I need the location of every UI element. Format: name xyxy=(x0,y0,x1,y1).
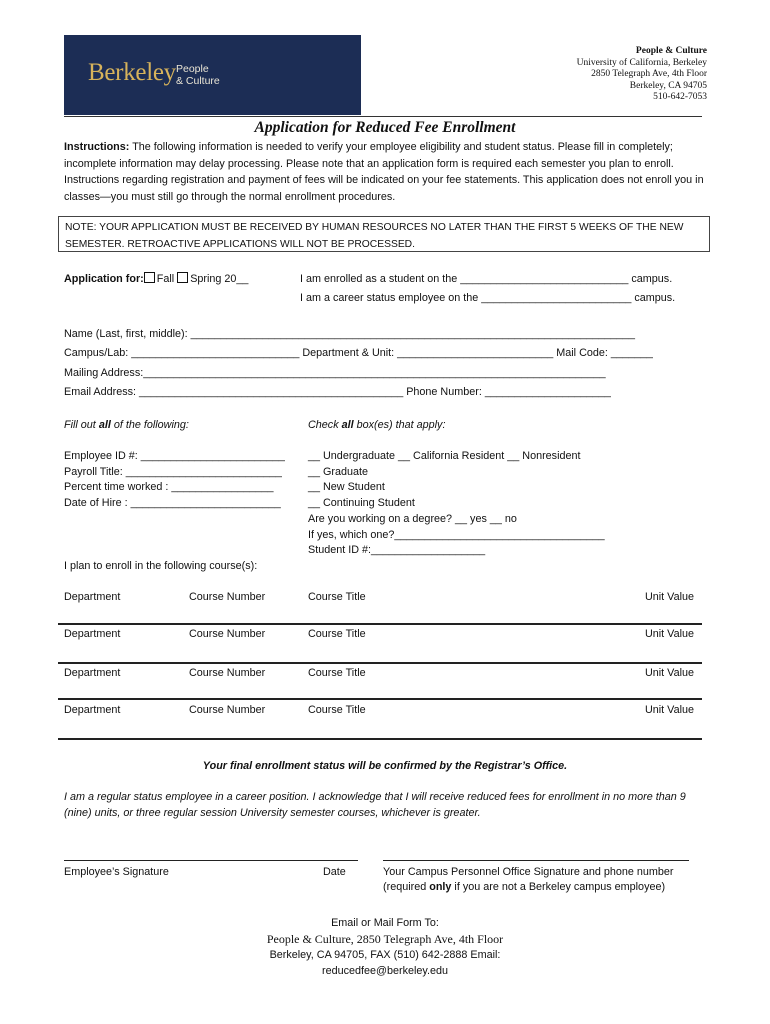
course-divider xyxy=(58,662,702,664)
instructions: Instructions: The following information is needed to verify your employee eligibility and student status. Please fill in completely; incomplete information may delay processing. Please note that an application form is required each semester you plan to enroll. Instructions regarding registration and payment of fees will be indicated on your fee statements. This application does not enroll you in classes—you must still go through the normal enrollment procedures. xyxy=(64,141,704,203)
logo-wordmark: Berkeley xyxy=(88,59,176,86)
personnel-signature-label: Your Campus Personnel Office Signature and phone number xyxy=(383,866,674,878)
graduate-option[interactable]: __ Graduate xyxy=(308,466,369,478)
footer xyxy=(0,915,770,979)
org-phone: 510-642-7053 xyxy=(653,92,707,103)
spring-checkbox[interactable] xyxy=(177,272,188,283)
student-id-field[interactable]: Student ID #:___________________ xyxy=(308,544,486,556)
employee-campus-field[interactable]: I am a career status employee on the _________________________ campus. xyxy=(300,292,676,304)
status-residency-options[interactable]: __ Undergraduate __ California Resident __ Nonresident xyxy=(308,450,581,462)
campus-department-field[interactable]: Campus/Lab: ____________________________ Department & Unit: __________________________ Mail Code: _______ xyxy=(64,347,653,359)
enrolled-campus-field[interactable]: I am enrolled as a student on the ____________________________ campus. xyxy=(300,273,673,285)
fill-out-heading: Fill out all of the following: xyxy=(64,419,189,431)
footer-email-link[interactable]: reducedfee@berkeley.edu xyxy=(321,965,448,977)
header-divider xyxy=(64,116,702,117)
personnel-signature-note: (required only if you are not a Berkeley campus employee) xyxy=(383,881,666,893)
date-label: Date xyxy=(323,866,346,878)
registrar-confirmation: Your final enrollment status will be confirmed by the Registrar’s Office. xyxy=(202,760,568,772)
course-row[interactable]: Department Course Number Course Title Unit Value xyxy=(64,667,694,679)
footer-address: People & Culture, 2850 Telegraph Ave, 4th Floor xyxy=(266,932,504,946)
continuing-student-option[interactable]: __ Continuing Student xyxy=(308,497,415,509)
course-divider xyxy=(58,698,702,700)
acknowledgement: I am a regular status employee in a career position. I acknowledge that I will receive reduced fees for enrollment in no more than 9 (nine) units, or three regular session University semester courses, whichever is greater. xyxy=(64,791,686,819)
employee-id-field[interactable]: Employee ID #: ________________________ xyxy=(64,450,285,462)
course-row[interactable]: Department Course Number Course Title Unit Value xyxy=(64,704,694,716)
course-row[interactable]: Department Course Number Course Title Unit Value xyxy=(64,628,694,640)
page-title: Application for Reduced Fee Enrollment xyxy=(254,119,516,136)
fall-checkbox[interactable] xyxy=(144,272,155,283)
application-for: Application for: Fall Spring 20__ xyxy=(64,273,249,285)
course-divider xyxy=(58,738,702,740)
mailing-address-field[interactable]: Mailing Address:_____________________________________________________________________________ xyxy=(64,367,606,379)
footer-fax: Berkeley, CA 94705, FAX (510) 642-2888 Email: xyxy=(269,949,501,961)
employee-signature-label: Employee’s Signature xyxy=(64,866,169,878)
org-address: People & Culture University of California, Berkeley 2850 Telegraph Ave, 4th Floor Berkeley, CA 94705 510-642-7053 xyxy=(467,46,707,104)
check-all-heading: Check all box(es) that apply: xyxy=(308,419,446,431)
date-of-hire-field[interactable]: Date of Hire : _________________________ xyxy=(64,497,281,509)
org-name: People & Culture xyxy=(635,46,707,56)
logo-banner xyxy=(64,35,361,115)
deadline-note: NOTE: YOUR APPLICATION MUST BE RECEIVED BY HUMAN RESOURCES NO LATER THAN THE FIRST 5 WEEKS OF THE NEW SEMESTER. RETROACTIVE APPLICATIONS WILL NOT BE PROCESSED. xyxy=(58,216,710,252)
percent-time-field[interactable]: Percent time worked : _________________ xyxy=(64,481,274,493)
new-student-option[interactable]: __ New Student xyxy=(308,481,385,493)
personnel-signature-line[interactable] xyxy=(383,860,689,861)
employee-signature-line[interactable] xyxy=(64,860,358,861)
footer-heading: Email or Mail Form To: xyxy=(331,917,439,929)
email-phone-field[interactable]: Email Address: ____________________________________________ Phone Number: _____________________ xyxy=(64,386,611,398)
degree-name-field[interactable]: If yes, which one?___________________________________ xyxy=(308,529,605,541)
degree-question[interactable]: Are you working on a degree? __ yes __ no xyxy=(308,513,517,525)
payroll-title-field[interactable]: Payroll Title: __________________________ xyxy=(64,466,282,478)
course-divider xyxy=(58,623,702,625)
courses-intro: I plan to enroll in the following course(s): xyxy=(64,560,258,572)
logo-subtitle: People & Culture xyxy=(176,63,220,87)
name-field[interactable]: Name (Last, first, middle): __________________________________________________________________________ xyxy=(64,328,635,340)
course-row[interactable]: Department Course Number Course Title Unit Value xyxy=(64,591,694,603)
